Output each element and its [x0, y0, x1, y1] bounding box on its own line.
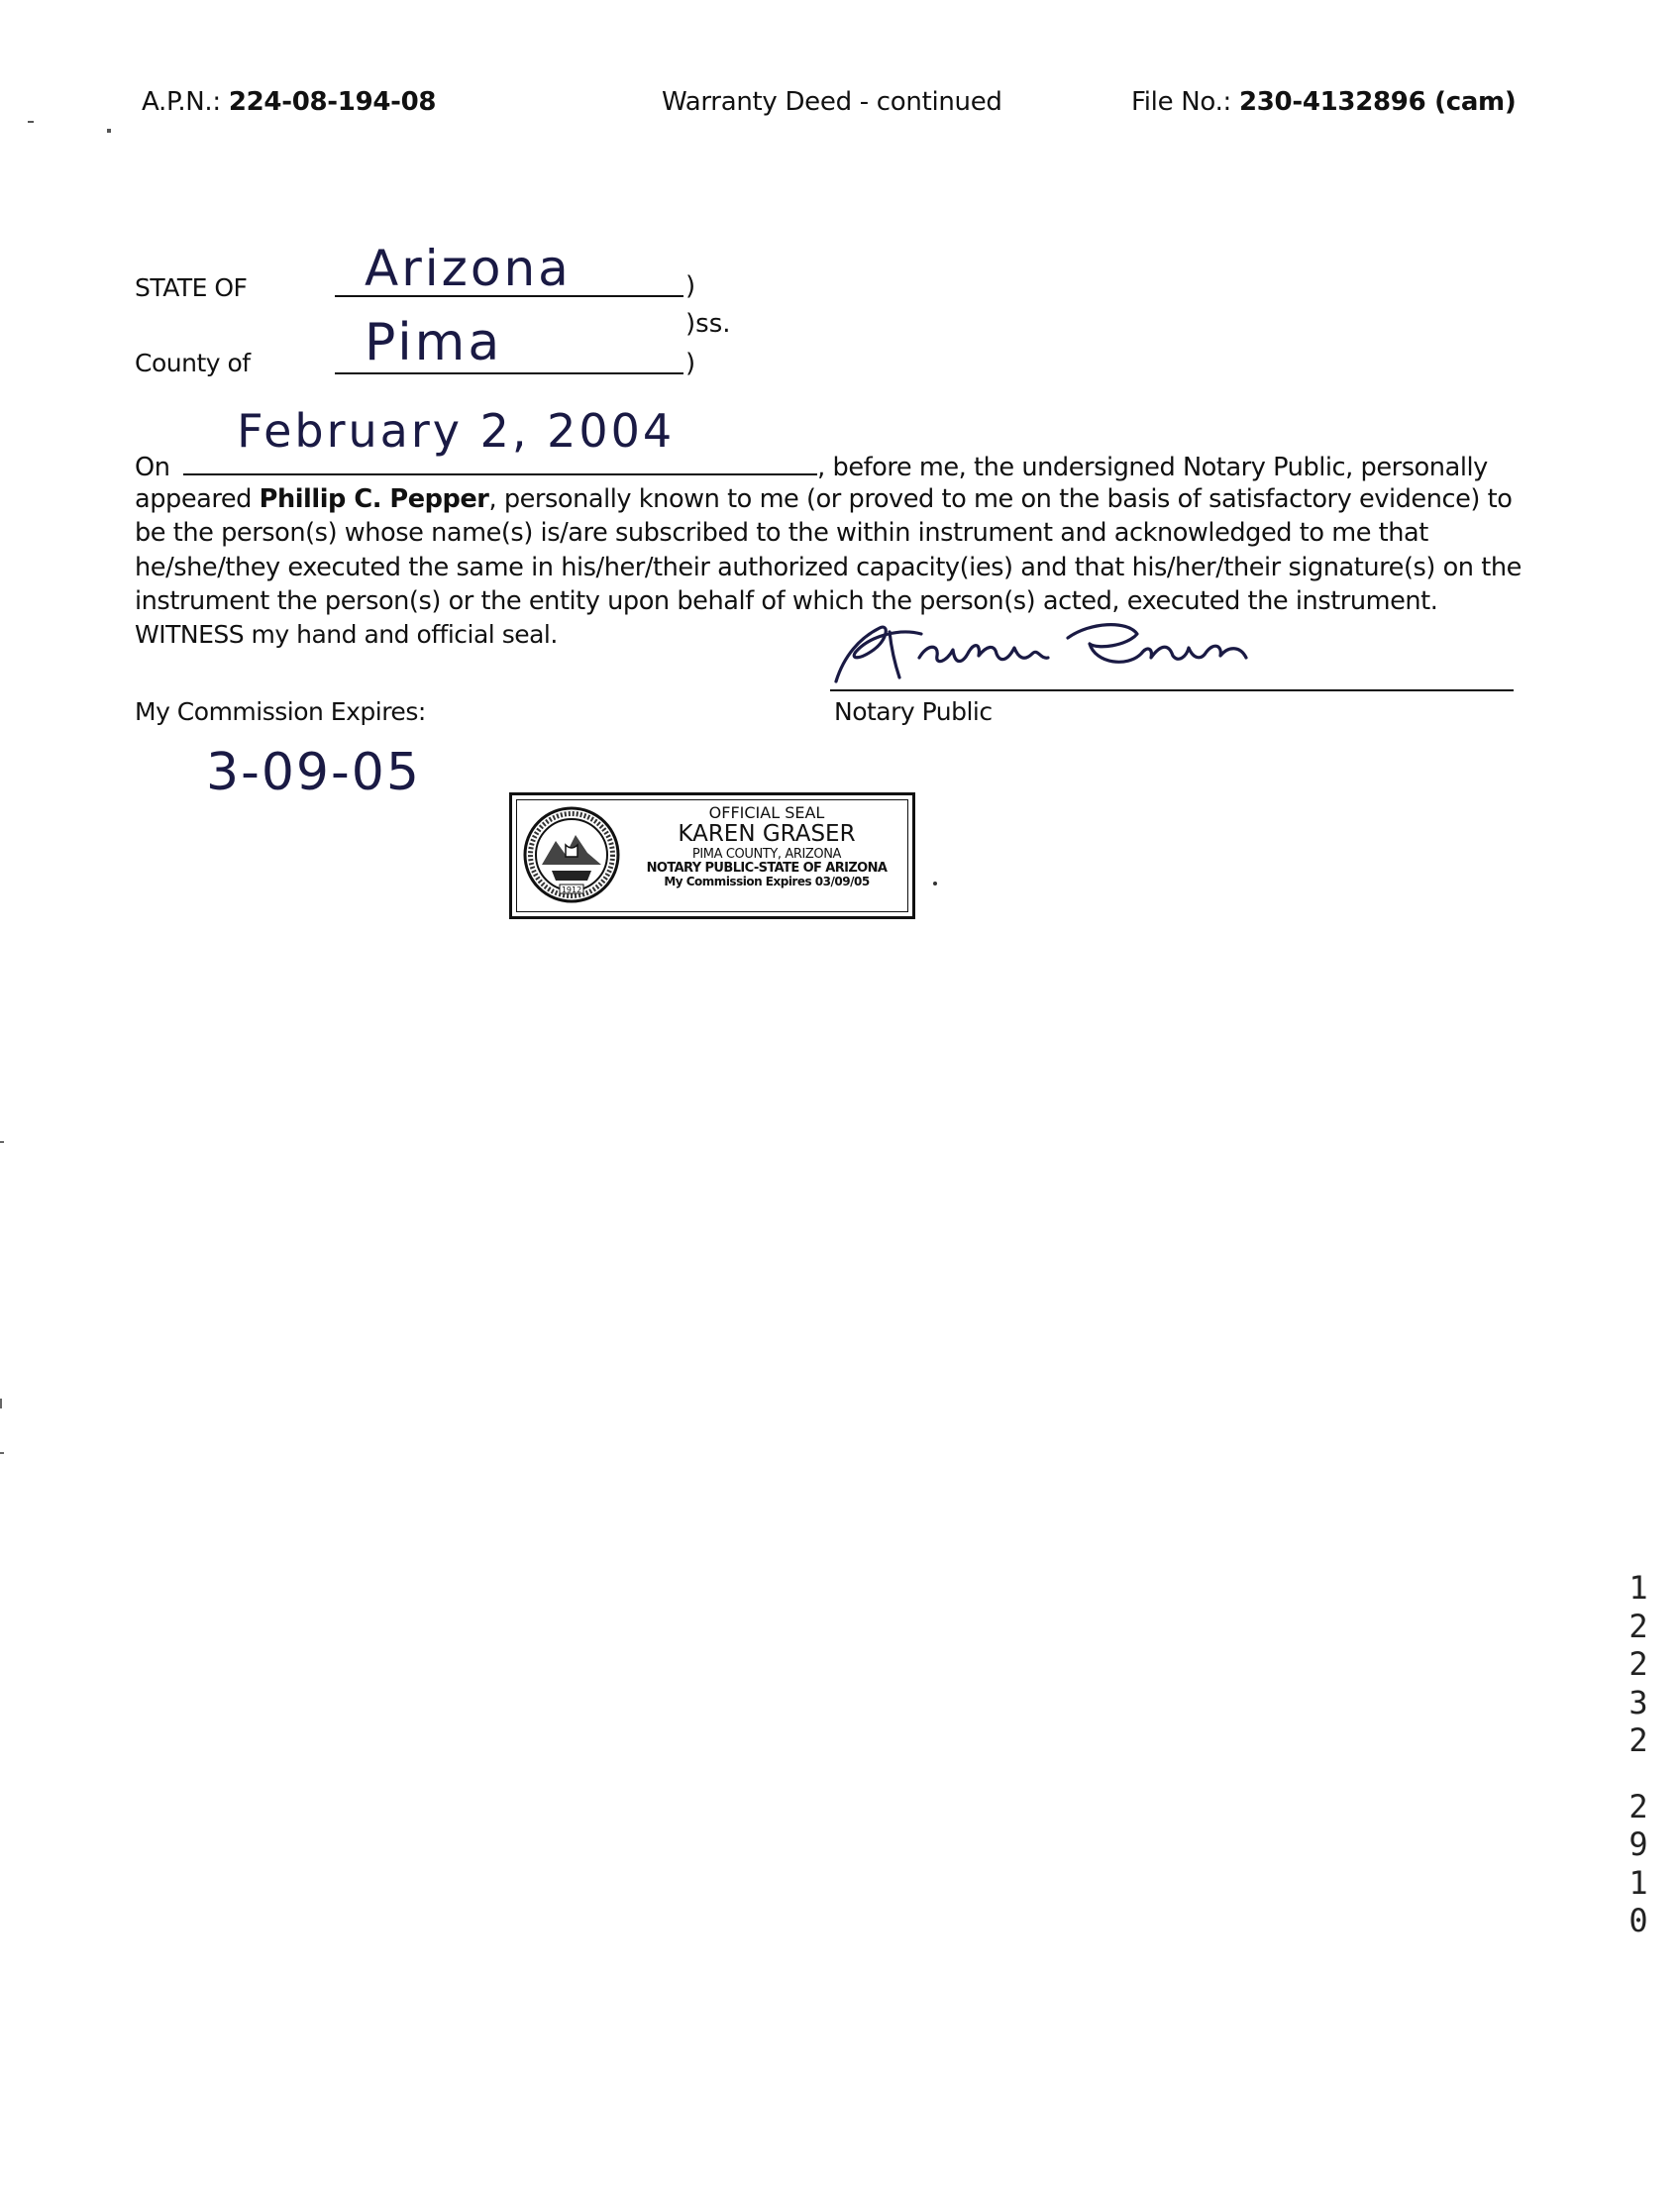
witness-text: WITNESS my hand and official seal.: [135, 620, 558, 649]
margin-digit: 9: [1628, 1825, 1648, 1863]
notary-seal-stamp: [509, 792, 915, 919]
notary-public-label: Notary Public: [834, 697, 993, 726]
commission-label: My Commission Expires:: [135, 697, 426, 726]
seal-emblem-year: 1912: [561, 885, 582, 894]
state-label: STATE OF: [135, 273, 248, 302]
margin-digit: 2: [1628, 1721, 1648, 1759]
scan-mark: [0, 1452, 4, 1454]
margin-digit: 3: [1628, 1683, 1648, 1721]
commission-date: 3-09-05: [206, 743, 421, 802]
margin-digit: 2: [1628, 1607, 1648, 1645]
state-field: [335, 240, 683, 297]
on-label: On: [135, 453, 170, 482]
file-value: 230-4132896 (cam): [1238, 87, 1517, 117]
apn-value: 224-08-194-08: [228, 87, 437, 117]
ack-line-2: [135, 482, 1541, 517]
seal-line-name: KAREN GRASER: [678, 821, 856, 847]
acknowledgment-date: February 2, 2004: [237, 404, 676, 458]
document-title: Warranty Deed - continued: [662, 87, 1002, 117]
state-paren: ): [685, 271, 696, 301]
county-paren: ): [685, 349, 696, 378]
ss-marker: )ss.: [685, 309, 731, 339]
ack-line-3: be the person(s) whose name(s) is/are subscribed to the within instrument and acknowledged to me that: [135, 518, 1428, 548]
county-field: [335, 313, 683, 374]
ack-line-1-rest: , before me, the undersigned Notary Public, personally: [817, 453, 1488, 482]
apn-label: A.P.N.:: [142, 87, 221, 117]
county-label: County of: [135, 349, 251, 377]
file-number: [1131, 87, 1516, 117]
scan-mark: [28, 121, 34, 123]
ack-line-4: he/she/they executed the same in his/her/their authorized capacity(ies) and that his/her/their signature(s) on the: [135, 552, 1522, 582]
margin-digit: 2: [1628, 1787, 1648, 1825]
scan-mark: [0, 1399, 2, 1408]
margin-digit: 2: [1628, 1645, 1648, 1683]
margin-digit: 1: [1628, 1863, 1648, 1902]
date-field: [183, 404, 817, 475]
seal-line-official: OFFICIAL SEAL: [708, 803, 825, 822]
seal-line-notary: NOTARY PUBLIC-STATE OF ARIZONA: [646, 861, 888, 876]
state-value: Arizona: [365, 240, 572, 297]
scan-mark: [0, 1141, 4, 1143]
instrument-number-margin: [1619, 1569, 1658, 1940]
margin-digit: 1: [1628, 1569, 1648, 1607]
seal-line-expires: My Commission Expires 03/09/05: [664, 875, 870, 888]
stray-mark: [933, 882, 937, 885]
arizona-seal-emblem: [522, 805, 621, 904]
scan-mark: [107, 129, 111, 133]
file-label: File No.:: [1131, 87, 1231, 117]
acknowledgment-paragraph: [135, 404, 1541, 619]
apn: [142, 87, 436, 117]
notary-signature: [830, 598, 1266, 693]
margin-gap: [1619, 1760, 1658, 1788]
ack-line-2-rest: , personally known to me (or proved to me on the basis of satisfactory evidence) to: [488, 483, 1513, 514]
person-name: Phillip C. Pepper: [259, 483, 489, 514]
seal-text: [633, 803, 900, 887]
margin-digit: 0: [1628, 1902, 1648, 1939]
ack-line-1: [135, 404, 1541, 482]
seal-line-county: PIMA COUNTY, ARIZONA: [691, 847, 842, 862]
appeared-label: appeared: [135, 483, 252, 514]
county-value: Pima: [365, 313, 503, 372]
signature-line: [830, 616, 1514, 691]
ack-line-5: instrument the person(s) or the entity upon behalf of which the person(s) acted, executed the instrument.: [135, 586, 1438, 616]
